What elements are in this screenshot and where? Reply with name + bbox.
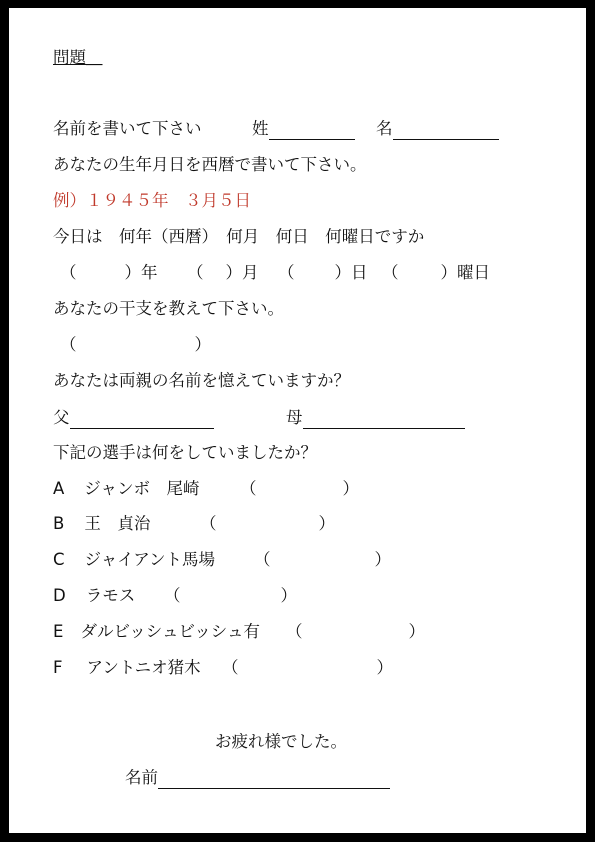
parents-prompt: あなたは両親の名前を憶えていますか？ bbox=[53, 371, 350, 390]
athlete-item: F アントニオ猪木 bbox=[53, 658, 201, 677]
athlete-answer[interactable]: （ ） bbox=[200, 514, 335, 533]
mother-field[interactable]: 母 bbox=[286, 407, 465, 429]
athlete-answer[interactable]: （ ） bbox=[254, 550, 391, 569]
weekday-answer[interactable]: （ ）曜日 bbox=[382, 263, 490, 282]
zodiac-prompt: あなたの干支を教えて下さい。 bbox=[53, 299, 284, 318]
athlete-item: D ラモス bbox=[53, 586, 136, 605]
zodiac-answer[interactable]: （ ） bbox=[60, 335, 211, 354]
athlete-answer[interactable]: （ ） bbox=[164, 586, 297, 605]
athlete-answer[interactable]: （ ） bbox=[286, 622, 425, 641]
athlete-item: C ジャイアント馬場 bbox=[53, 550, 216, 569]
example-date: 例）１９４５年 ３月５日 bbox=[53, 191, 251, 210]
signature-field[interactable]: 名前 bbox=[125, 767, 390, 789]
today-prompt: 今日は 何年（西暦） 何月 何日 何曜日ですか bbox=[53, 227, 425, 246]
athlete-item: B 王 貞治 bbox=[53, 514, 151, 533]
given-name-field[interactable]: 名 bbox=[376, 118, 499, 140]
page-title: 問題＿ bbox=[53, 48, 103, 67]
athlete-prompt: 下記の選手は何をしていましたか？ bbox=[53, 443, 317, 462]
athlete-item: A ジャンボ 尾崎 bbox=[53, 479, 200, 498]
year-answer[interactable]: （ ）年 bbox=[60, 263, 158, 282]
surname-field[interactable]: 姓 bbox=[252, 118, 355, 140]
athlete-item: E ダルビッシュビッシュ有 bbox=[53, 622, 260, 641]
month-answer[interactable]: （ ）月 bbox=[187, 263, 259, 282]
athlete-answer[interactable]: （ ） bbox=[240, 479, 359, 498]
athlete-answer[interactable]: （ ） bbox=[222, 658, 393, 677]
name-prompt: 名前を書いて下さい bbox=[53, 119, 202, 138]
father-field[interactable]: 父 bbox=[53, 407, 214, 429]
day-answer[interactable]: （ ）日 bbox=[278, 263, 368, 282]
closing-message: お疲れ様でした。 bbox=[215, 732, 347, 751]
birthdate-prompt: あなたの生年月日を西暦で書いて下さい。 bbox=[53, 155, 367, 174]
